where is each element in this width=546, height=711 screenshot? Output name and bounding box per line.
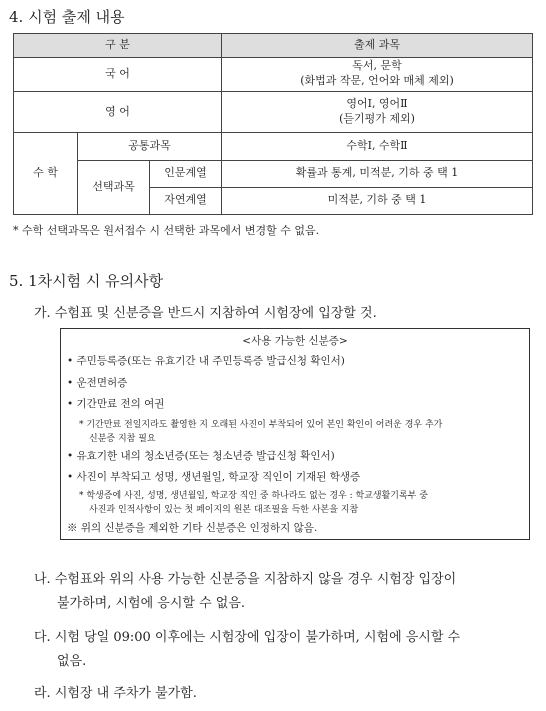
notice-c-line-2: 없음. xyxy=(57,654,87,669)
header-subjects: 출제 과목 xyxy=(222,34,533,58)
valid-id-box xyxy=(60,328,530,540)
math-humanities-subjects: 확률과 통계, 미적분, 기하 중 택 1 xyxy=(222,160,533,187)
id-item-youth-card: • 유효기한 내의 청소년증(또는 청소년증 발급신청 확인서) xyxy=(67,450,335,462)
notice-a: 가. 수험표 및 신분증을 반드시 지참하여 시험장에 입장할 것. xyxy=(34,306,377,321)
id-item-resident-card: • 주민등록증(또는 유효기간 내 주민등록증 발급신청 확인서) xyxy=(67,355,345,367)
table-header-row xyxy=(14,34,533,58)
valid-id-footer: ※ 위의 신분증을 제외한 기타 신분증은 인정하지 않음. xyxy=(67,522,318,534)
exam-subjects-table xyxy=(13,33,533,215)
table-row xyxy=(14,58,533,91)
english-subjects xyxy=(222,91,533,133)
math-elective-note: * 수학 선택과목은 원서접수 시 선택한 과목에서 변경할 수 없음. xyxy=(13,224,320,237)
english-label: 영 어 xyxy=(14,91,222,133)
header-category: 구 분 xyxy=(14,34,222,58)
korean-exclusion: (화법과 작문, 언어와 매체 제외) xyxy=(300,74,454,88)
table-row xyxy=(14,160,533,187)
notice-b-line-2: 불가하며, 시험에 응시할 수 없음. xyxy=(57,596,246,611)
student-card-note-line-2: 사진과 인적사항이 있는 첫 페이지의 원본 대조필을 득한 사본을 지참 xyxy=(89,505,359,515)
korean-subject-list: 독서, 문학 xyxy=(352,59,402,73)
math-science-label: 자연계열 xyxy=(150,187,222,214)
id-item-passport: • 기간만료 전의 여권 xyxy=(67,398,165,410)
korean-label: 국 어 xyxy=(14,58,222,91)
section-5-title: 5. 1차시험 시 유의사항 xyxy=(9,272,164,290)
math-common-subjects: 수학Ⅰ, 수학Ⅱ xyxy=(222,133,533,160)
passport-note-line-1: * 기간만료 전일지라도 촬영한 지 오래된 사진이 부착되어 있어 본인 확인이 어려운 경우 추가 xyxy=(79,420,443,430)
section-4-title: 4. 시험 출제 내용 xyxy=(9,8,125,26)
valid-id-box-title: <사용 가능한 신분증> xyxy=(242,335,348,347)
id-item-student-card: • 사진이 부착되고 성명, 생년월일, 학교장 직인이 기재된 학생증 xyxy=(67,471,361,483)
korean-subjects xyxy=(222,58,533,91)
id-item-drivers-license: • 운전면허증 xyxy=(67,377,128,389)
english-exclusion: (듣기평가 제외) xyxy=(339,111,415,125)
math-common-label: 공통과목 xyxy=(78,133,222,160)
table-row xyxy=(14,133,533,160)
math-humanities-label: 인문계열 xyxy=(150,160,222,187)
english-subject-list: 영어Ⅰ, 영어Ⅱ xyxy=(346,97,408,111)
math-label: 수 학 xyxy=(14,133,78,215)
notice-d: 라. 시험장 내 주차가 불가함. xyxy=(34,686,197,701)
notice-b-line-1: 나. 수험표와 위의 사용 가능한 신분증을 지참하지 않을 경우 시험장 입장이 xyxy=(34,572,457,587)
student-card-note-line-1: * 학생증에 사진, 성명, 생년월일, 학교장 직인 중 하나라도 없는 경우 : 학교생활기록부 중 xyxy=(79,491,428,501)
passport-note-line-2: 신분증 지참 필요 xyxy=(89,434,156,444)
math-elective-label: 선택과목 xyxy=(78,160,150,214)
table-row xyxy=(14,91,533,133)
math-science-subjects: 미적분, 기하 중 택 1 xyxy=(222,187,533,214)
notice-c-line-1: 다. 시험 당일 09:00 이후에는 시험장에 입장이 불가하며, 시험에 응시할 수 xyxy=(34,630,461,645)
